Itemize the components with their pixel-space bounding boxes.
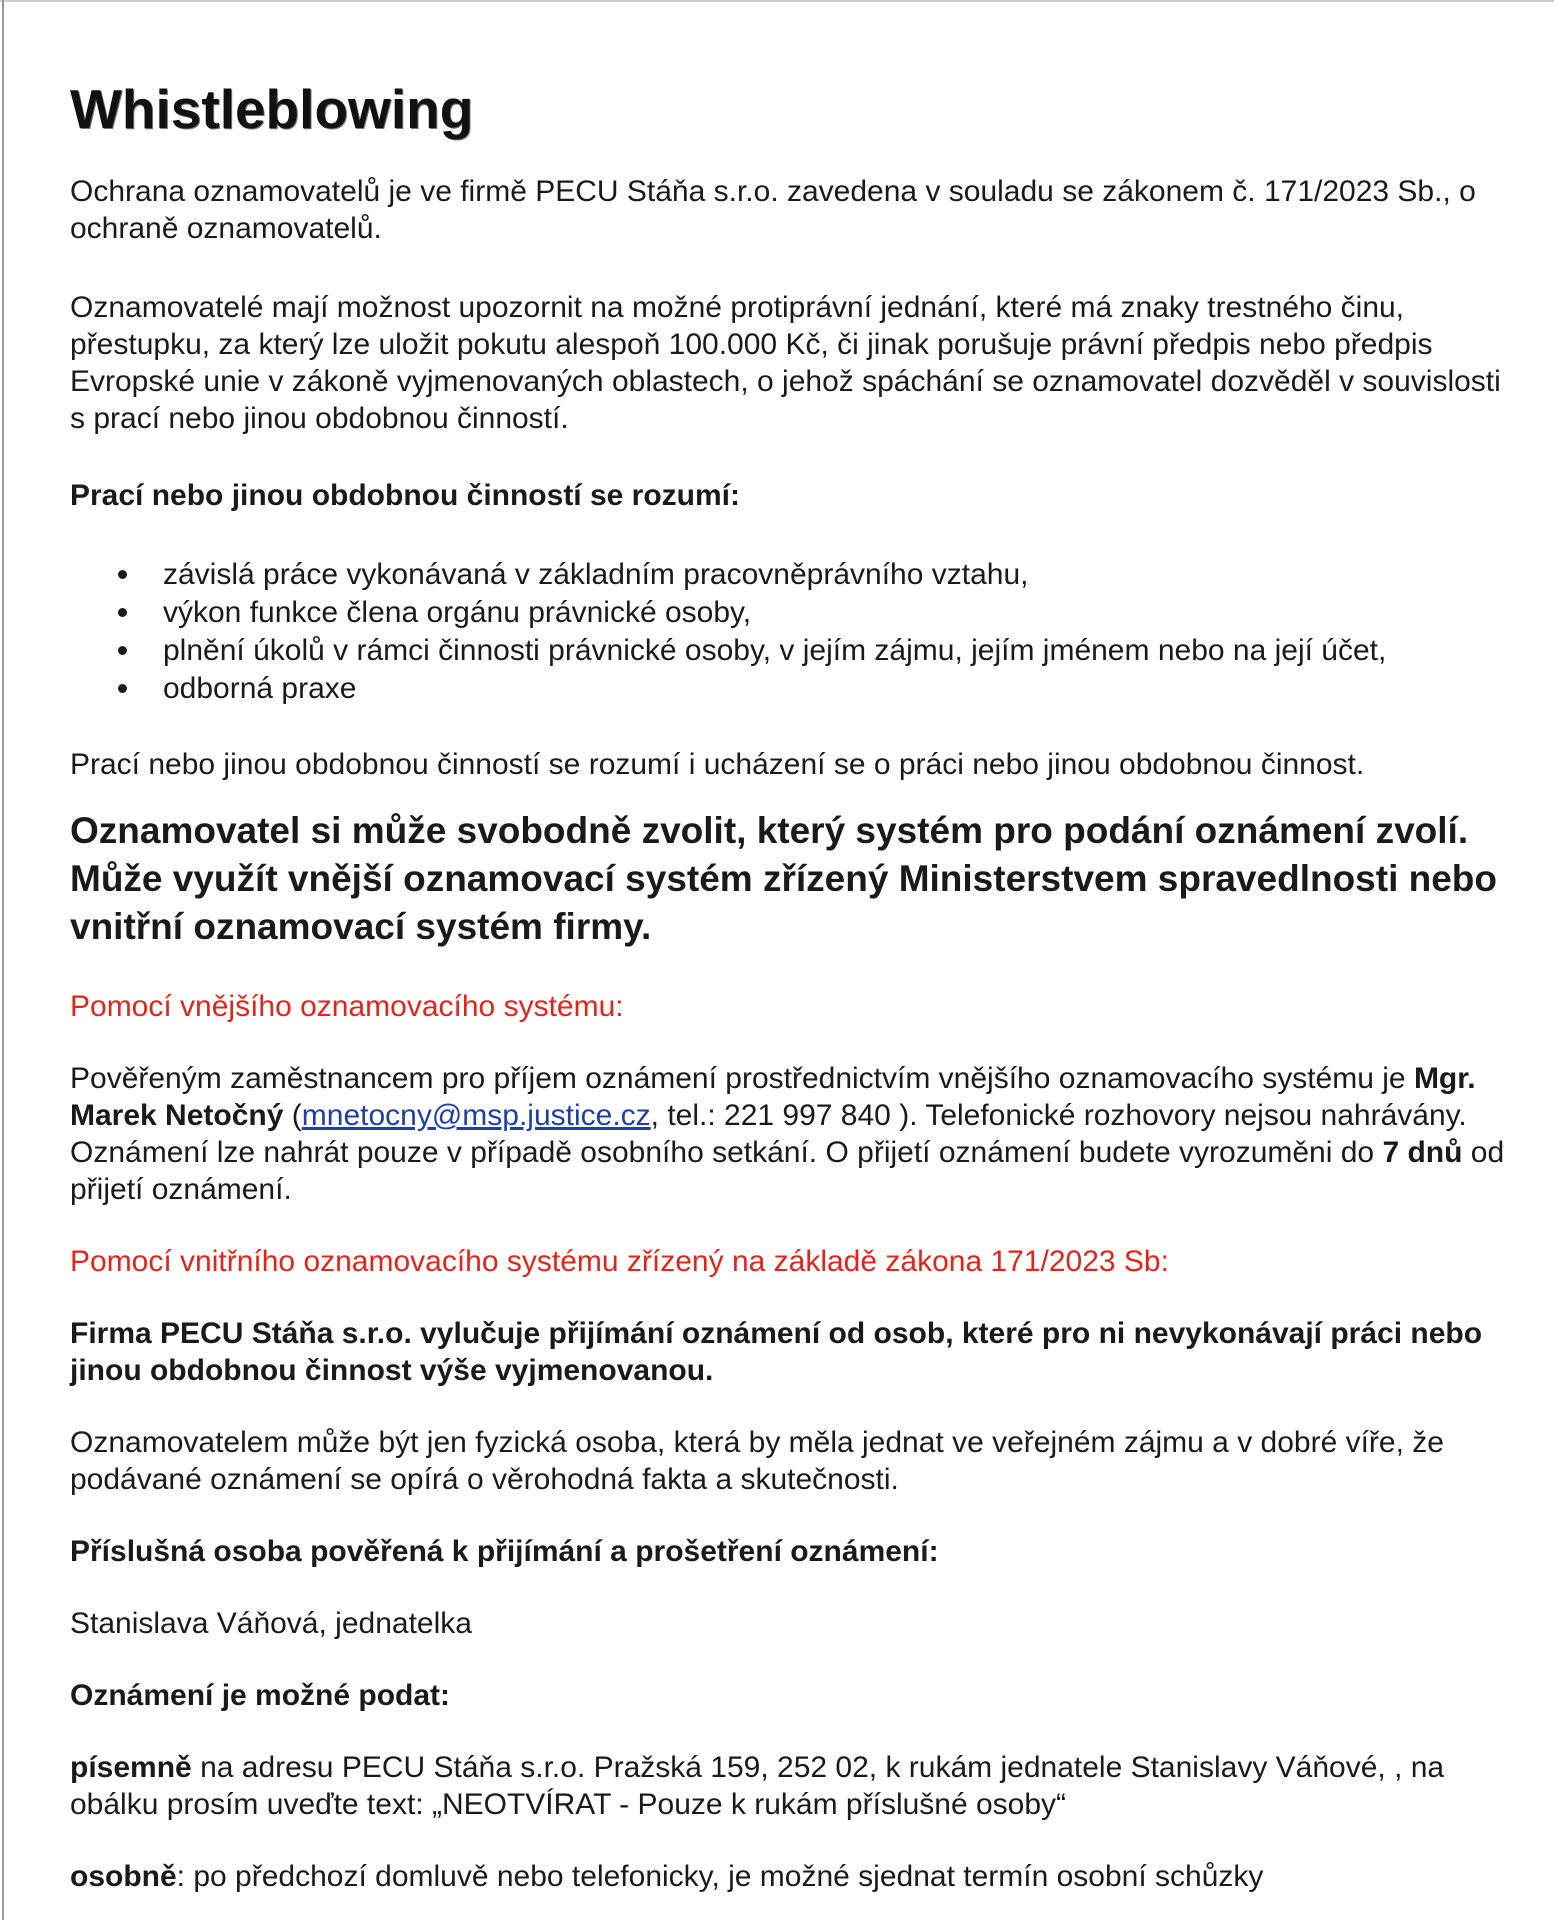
work-heading: Prací nebo jinou obdobnou činností se rozumí: [70, 479, 741, 512]
external-text-before: Pověřeným zaměstnancem pro příjem oznámení prostřednictvím vnějšího oznamovacího systému je [70, 1062, 1406, 1095]
bullet-icon [118, 570, 127, 579]
who-can-report-paragraph: Oznamovatelem může být jen fyzická osoba, která by měla jednat ve veřejném zájmu a v dobré víře, že podávané oznámení se opírá o věrohodná fakta a skutečnosti. [70, 1426, 1444, 1496]
personal-label: osobně [70, 1860, 177, 1893]
choice-statement: Oznamovatel si může svobodně zvolit, který systém pro podání oznámení zvolí. Může využít vnější oznamovací systém zřízený Ministerstvem spravedlnosti nebo vnitřní oznamovací systém firmy. [70, 810, 1498, 947]
exclusion-statement: Firma PECU Stáňa s.r.o. vylučuje přijímání oznámení od osob, které pro ni nevykonávají práci nebo jinou obdobnou činnost výše vyjmenovanou. [70, 1317, 1483, 1387]
work-note: Prací nebo jinou obdobnou činností se rozumí i ucházení se o práci nebo jinou obdobnou činnost. [70, 748, 1365, 781]
page-top-edge [0, 0, 1554, 2]
open-paren: ( [291, 1099, 302, 1132]
possibility-paragraph: Oznamovatelé mají možnost upozornit na možné protiprávní jednání, které má znaky trestného činu, přestupku, za který lze uložit pokutu alespoň 100.000 Kč, či jinak porušuje právní předpis nebo předpis Evropské unie v zákoně vyjmenovaných oblastech, o jehož spáchání se oznamovatel dozvěděl v souvislosti s prací nebo jinou obdobnou činností. [70, 291, 1501, 435]
days-emphasis: 7 dnů [1382, 1136, 1463, 1169]
work-list [70, 556, 1510, 708]
list-item [70, 670, 1510, 708]
list-item-text: plnění úkolů v rámci činnosti právnické osoby, v jejím zájmu, jejím jménem nebo na její účet, [163, 634, 1387, 667]
written-text: na adresu PECU Stáňa s.r.o. Pražská 159, 252 02, k rukám jednatele Stanislavy Váňové, , na obálku prosím uveďte text: „NEOTVÍRAT - Pouze k rukám příslušné osoby“ [70, 1751, 1445, 1821]
submission-heading: Oznámení je možné podat: [70, 1679, 451, 1712]
page-left-edge [2, 0, 4, 1920]
list-item-text: odborná praxe [163, 672, 357, 705]
responsible-person-heading: Příslušná osoba pověřená k přijímání a prošetření oznámení: [70, 1535, 939, 1568]
email-link[interactable]: mnetocny@msp.justice.cz [301, 1099, 651, 1132]
responsible-person: Stanislava Váňová, jednatelka [70, 1607, 472, 1640]
bullet-icon [118, 684, 127, 693]
bullet-icon [118, 608, 127, 617]
internal-system-heading: Pomocí vnitřního oznamovacího systému zřízený na základě zákona 171/2023 Sb: [70, 1245, 1169, 1278]
personal-text: : po předchozí domluvě nebo telefonicky, je možné sjednat termín osobní schůzky [176, 1860, 1264, 1893]
list-item [70, 556, 1510, 594]
bullet-icon [118, 646, 127, 655]
document-content [70, 70, 1510, 1895]
list-item-text: závislá práce vykonávaná v základním pracovněprávního vztahu, [163, 558, 1029, 591]
personal-submission [70, 1858, 1510, 1895]
list-item [70, 632, 1510, 670]
written-submission [70, 1749, 1510, 1823]
external-text-end: od přijetí oznámení. [70, 1136, 1505, 1206]
external-text-after: , tel.: 221 997 840 ). Telefonické rozhovory nejsou nahrávány. Oznámení lze nahrát pouze v případě osobního setkání. O přijetí oznámení budete vyrozuměni do [70, 1099, 1467, 1169]
list-item-text: výkon funkce člena orgánu právnické osoby, [163, 596, 752, 629]
page-title: Whistleblowing [70, 78, 474, 140]
written-label: písemně [70, 1751, 192, 1784]
external-system-heading: Pomocí vnějšího oznamovacího systému: [70, 990, 624, 1023]
intro-paragraph: Ochrana oznamovatelů je ve firmě PECU Stáňa s.r.o. zavedena v souladu se zákonem č. 171/2023 Sb., o ochraně oznamovatelů. [70, 175, 1476, 245]
contact-person-name: Mgr. Marek Netočný [70, 1062, 1476, 1132]
list-item [70, 594, 1510, 632]
external-system-paragraph [70, 1060, 1510, 1208]
